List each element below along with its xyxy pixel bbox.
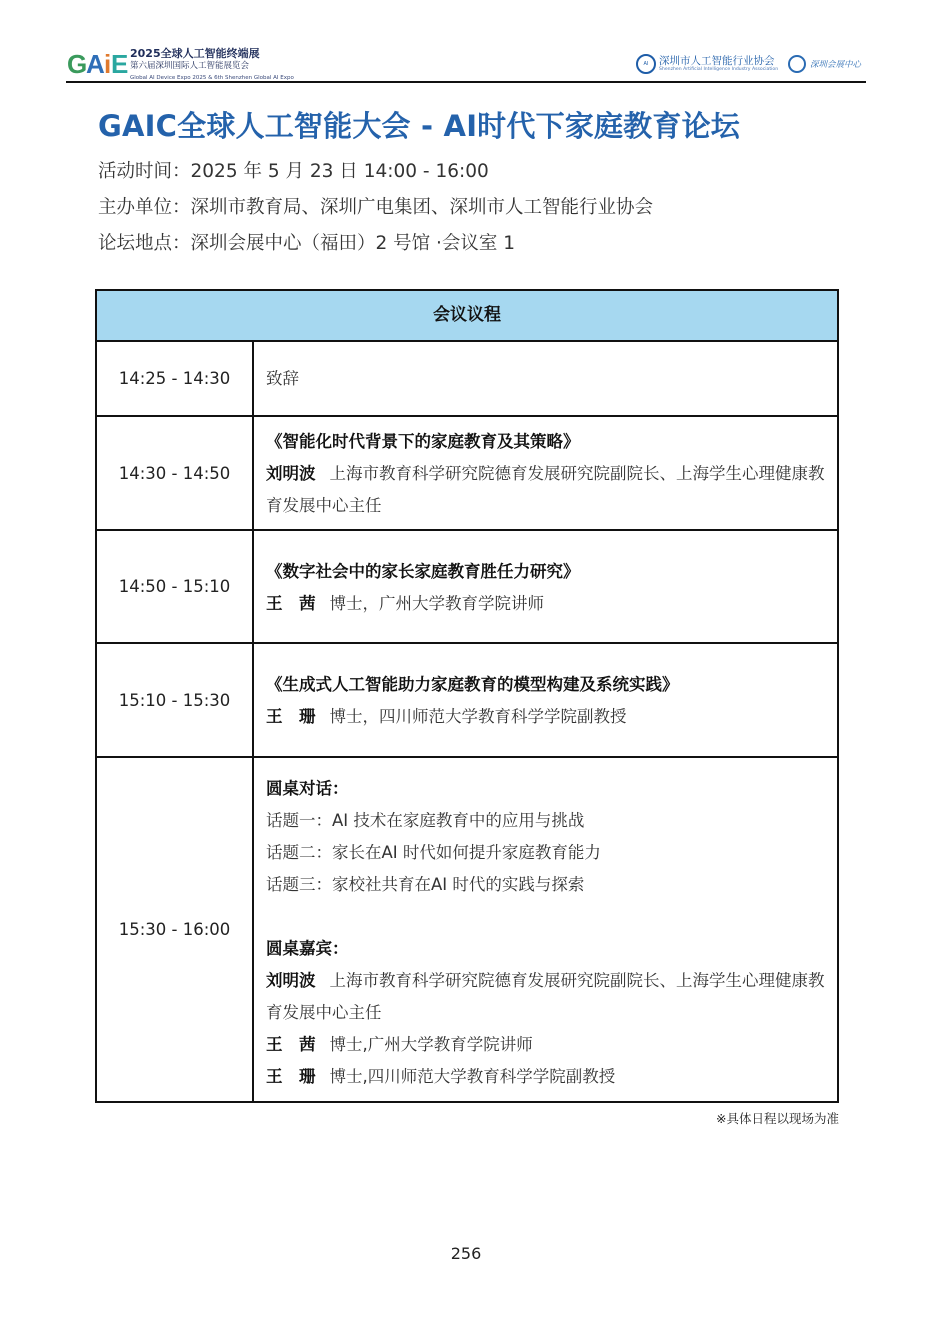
convention-center-logo — [788, 52, 861, 76]
info-time — [98, 157, 489, 183]
convention-center-name: 深圳会展中心 — [810, 60, 862, 70]
info-value: 深圳市教育局、深圳广电集团、深圳市人工智能行业协会 — [190, 197, 654, 218]
roundtable-guests-heading: 圆桌嘉宾： — [266, 939, 349, 958]
agenda-time: 14:25 - 14:30 — [97, 342, 254, 415]
talk-title: 《生成式人工智能助力家庭教育的模型构建及系统实践》 — [266, 675, 679, 694]
agenda-detail — [266, 556, 836, 620]
agenda-time: 15:10 - 15:30 — [97, 644, 254, 756]
info-venue — [98, 229, 515, 255]
info-label: 论坛地点： — [98, 233, 191, 254]
agenda-detail — [266, 426, 836, 522]
convention-emblem-icon — [788, 55, 806, 73]
guest-name: 刘明波 — [266, 971, 316, 990]
roundtable-topic: 话题一：AI 技术在家庭教育中的应用与挑战 — [266, 811, 585, 830]
agenda-detail — [266, 773, 836, 1093]
page-number: 256 — [450, 1244, 482, 1263]
info-organizer — [98, 193, 653, 219]
roundtable-topics-heading: 圆桌对话： — [266, 779, 349, 798]
agenda-row — [97, 417, 837, 531]
agenda-heading: 会议议程 — [97, 291, 837, 342]
talk-title: 《数字社会中的家长家庭教育胜任力研究》 — [266, 562, 580, 581]
agenda-table — [95, 289, 839, 1103]
agenda-item-text: 致辞 — [266, 369, 299, 388]
header-divider — [66, 81, 866, 83]
expo-line2: 第六届深圳国际人工智能展览会 — [130, 61, 250, 71]
gaie-logo-icon — [66, 46, 130, 80]
guest-name: 王 茜 — [266, 1035, 316, 1054]
guest-bio: 上海市教育科学研究院德育发展研究院副院长、上海学生心理健康教育发展中心主任 — [266, 971, 825, 1022]
association-name-cn: 深圳市人工智能行业协会 — [659, 54, 775, 67]
expo-line3: Global AI Device Expo 2025 & 6th Shenzhen Global AI Expo — [130, 75, 294, 81]
talk-title: 《智能化时代背景下的家庭教育及其策略》 — [266, 432, 580, 451]
svg-text:A: A — [86, 49, 105, 79]
agenda-row — [97, 531, 837, 644]
agenda-row — [97, 644, 837, 758]
info-label: 主办单位： — [98, 197, 191, 218]
association-logo — [636, 52, 778, 76]
speaker-name: 王 珊 — [266, 707, 316, 726]
agenda-row — [97, 758, 837, 1101]
agenda-detail — [266, 363, 836, 395]
schedule-footnote: ※具体日程以现场为准 — [716, 1111, 839, 1126]
association-name-en: Shenzhen Artificial Intelligence Industry Association — [659, 66, 779, 72]
page-title: GAIC全球人工智能大会 - AI时代下家庭教育论坛 — [98, 109, 740, 143]
page-header — [66, 46, 866, 82]
association-emblem-icon: AI — [636, 54, 656, 74]
speaker-bio: 博士，四川师范大学教育科学学院副教授 — [329, 707, 627, 726]
expo-line1: 2025全球人工智能终端展 — [130, 47, 260, 60]
speaker-name: 王 茜 — [266, 594, 316, 613]
roundtable-topic: 话题二：家长在AI 时代如何提升家庭教育能力 — [266, 843, 601, 862]
svg-text:i: i — [104, 49, 112, 79]
svg-text:E: E — [111, 49, 129, 79]
agenda-time: 15:30 - 16:00 — [97, 758, 254, 1101]
agenda-row — [97, 342, 837, 417]
guest-bio: 博士,四川师范大学教育科学学院副教授 — [329, 1067, 616, 1086]
svg-text:G: G — [67, 49, 88, 79]
roundtable-topic: 话题三：家校社共育在AI 时代的实践与探索 — [266, 875, 585, 894]
speaker-bio: 博士，广州大学教育学院讲师 — [329, 594, 544, 613]
info-label: 活动时间： — [98, 161, 191, 182]
info-value: 2025 年 5 月 23 日 14:00 - 16:00 — [190, 161, 489, 182]
expo-name — [130, 48, 294, 84]
speaker-bio: 上海市教育科学研究院德育发展研究院副院长、上海学生心理健康教育发展中心主任 — [266, 464, 825, 515]
guest-bio: 博士,广州大学教育学院讲师 — [329, 1035, 533, 1054]
agenda-detail — [266, 669, 836, 733]
info-value: 深圳会展中心（福田）2 号馆 ·会议室 1 — [190, 233, 516, 254]
agenda-time: 14:30 - 14:50 — [97, 417, 254, 529]
agenda-time: 14:50 - 15:10 — [97, 531, 254, 642]
speaker-name: 刘明波 — [266, 464, 316, 483]
guest-name: 王 珊 — [266, 1067, 316, 1086]
